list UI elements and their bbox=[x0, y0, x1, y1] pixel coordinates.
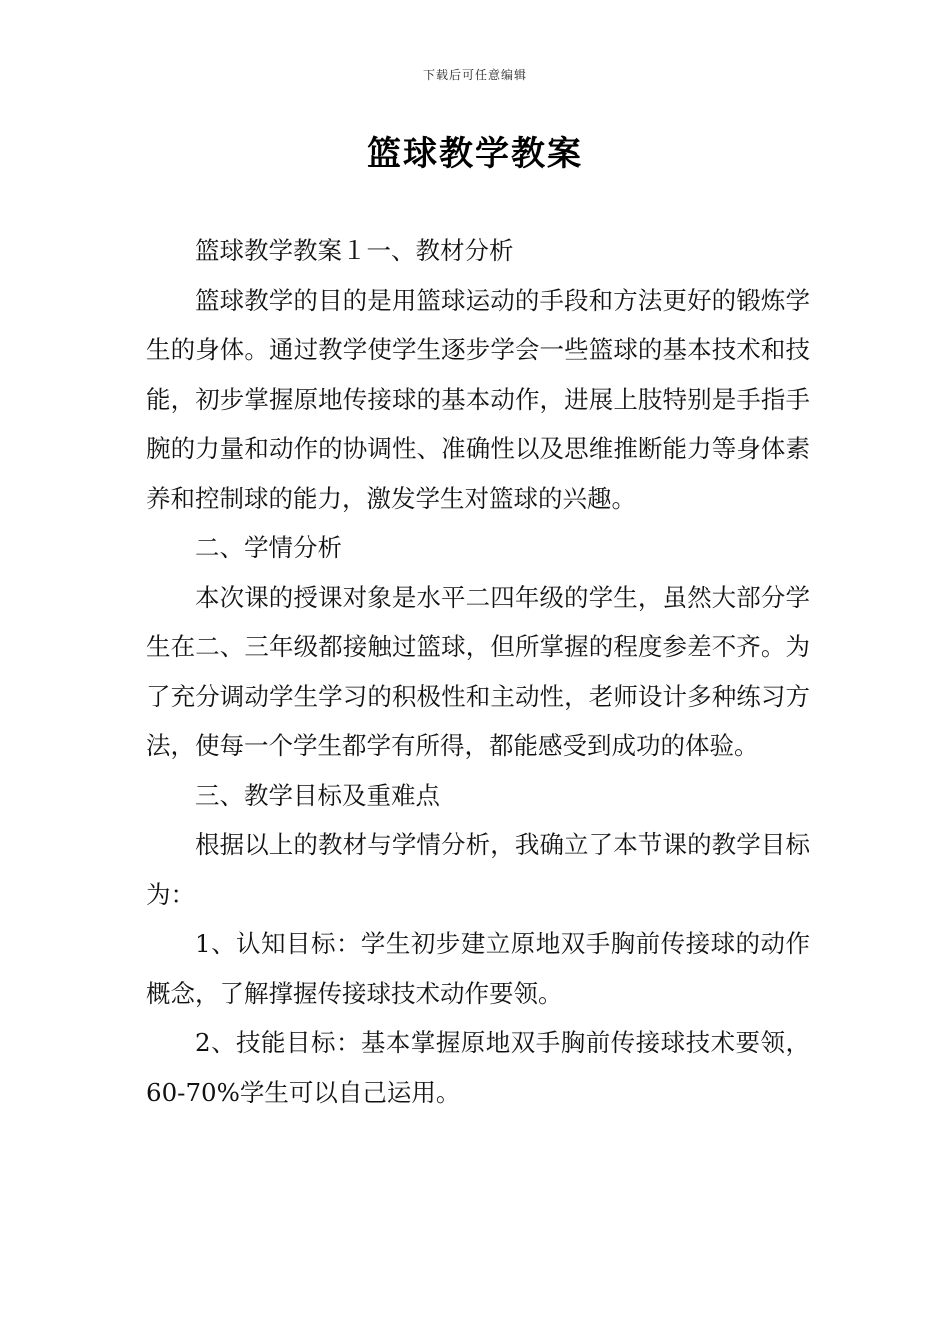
paragraph-cognitive-objective: 1、认知目标：学生初步建立原地双手胸前传接球的动作概念，了解撑握传接球技术动作要领。 bbox=[146, 929, 810, 1008]
paragraph-section-2-heading: 二、学情分析 bbox=[195, 533, 342, 562]
paragraph-skill-objective: 2、技能目标：基本掌握原地双手胸前传接球技术要领，60-70%学生可以自己运用。 bbox=[146, 1028, 810, 1107]
paragraph-student-analysis: 本次课的授课对象是水平二四年级的学生，虽然大部分学生在二、三年级都接触过篮球，但所掌握的程度参差不齐。为了充分调动学生学习的积极性和主动性，老师设计多种练习方法，使每一个学生都学有所得，都能感受到成功的体验。 bbox=[146, 582, 810, 760]
paragraph-section-3-heading: 三、教学目标及重难点 bbox=[195, 780, 440, 810]
paragraph-section-1-heading: 篮球教学教案１一、教材分析 bbox=[195, 236, 514, 265]
paragraph-teaching-purpose: 篮球教学的目的是用篮球运动的手段和方法更好的锻炼学生的身体。通过教学使学生逐步学会一些篮球的基本技术和技能，初步掌握原地传接球的基本动作，进展上肢特别是手指手腕的力量和动作的协调性、准确性以及思维推断能力等身体素养和控制球的能力，激发学生对篮球的兴趣。 bbox=[146, 285, 810, 513]
document-body bbox=[146, 226, 810, 1117]
document-title: 篮球教学教案 bbox=[367, 134, 583, 174]
header-note: 下载后可任意编辑 bbox=[422, 68, 527, 82]
paragraph-objectives-intro: 根据以上的教材与学情分析，我确立了本节课的教学目标为： bbox=[146, 830, 810, 909]
